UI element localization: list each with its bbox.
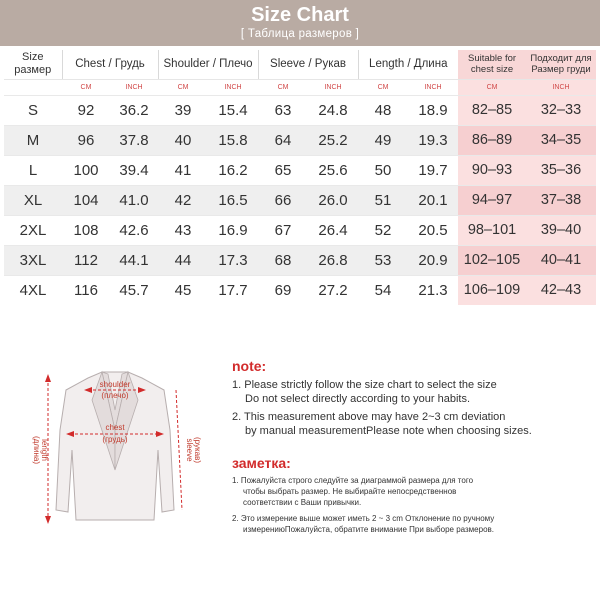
size-cell: 3XL <box>4 245 62 275</box>
suitable-ru-line2: Размер груди <box>531 64 591 76</box>
note-ru-item <box>232 475 594 508</box>
chart-title: Size Chart <box>251 4 349 26</box>
suitable-column-header-en <box>458 50 526 79</box>
chest-inch-cell: 37.8 <box>110 125 158 155</box>
table-row <box>4 215 596 245</box>
size-table <box>4 50 596 305</box>
table-header-row <box>4 50 596 79</box>
note-ru-item <box>232 513 594 535</box>
size-header-ru: размер <box>14 64 52 77</box>
length-cm-cell: 48 <box>358 95 408 125</box>
fit-chest-inch-cell: 37–38 <box>526 185 596 215</box>
length-inch-cell: 20.9 <box>408 245 458 275</box>
unit-cm: CM <box>177 83 189 91</box>
suitable-en-line1: Suitable for <box>467 53 517 65</box>
fit-chest-cm-cell: 98–101 <box>458 215 526 245</box>
chart-header <box>0 0 600 46</box>
sleeve-inch-cell: 26.4 <box>308 215 358 245</box>
chest-cm-cell: 112 <box>62 245 110 275</box>
length-inch-cell: 20.1 <box>408 185 458 215</box>
unit-inch: INCH <box>526 79 596 95</box>
sleeve-cm-cell: 67 <box>258 215 308 245</box>
jacket-measurement-diagram <box>30 360 200 540</box>
length-label-ru: (длина) <box>32 436 41 464</box>
unit-inch: INCH <box>324 83 342 91</box>
note-item <box>232 378 594 406</box>
chest-inch-cell: 39.4 <box>110 155 158 185</box>
unit-cm: CM <box>80 83 92 91</box>
length-inch-cell: 20.5 <box>408 215 458 245</box>
size-cell: 2XL <box>4 215 62 245</box>
shoulder-inch-cell: 16.5 <box>208 185 258 215</box>
sleeve-measure-line <box>176 390 182 510</box>
length-inch-cell: 19.7 <box>408 155 458 185</box>
suitable-en-line2: chest size <box>470 64 514 76</box>
note-item-2-line1: 2. This measurement above may have 2~3 cm deviation <box>232 411 506 423</box>
note-item-1-line1: 1. Please strictly follow the size chart to select the size <box>232 379 497 391</box>
size-cell: L <box>4 155 62 185</box>
length-column-header: Length / Длина <box>358 50 458 79</box>
shoulder-cm-cell: 42 <box>158 185 208 215</box>
chest-inch-cell: 44.1 <box>110 245 158 275</box>
shoulder-inch-cell: 17.7 <box>208 275 258 305</box>
unit-inch: INCH <box>125 83 143 91</box>
note-russian <box>232 455 594 540</box>
suitable-ru-line1: Подходит для <box>530 53 592 65</box>
length-inch-cell: 19.3 <box>408 125 458 155</box>
sleeve-label-ru: (рукав) <box>193 436 202 464</box>
note-ru-item-2-line2: измерениюПожалуйста, обратите внимание При выборе размеров. <box>243 525 495 534</box>
chest-cm-cell: 116 <box>62 275 110 305</box>
sleeve-cm-cell: 63 <box>258 95 308 125</box>
chest-cm-cell: 96 <box>62 125 110 155</box>
sleeve-cm-cell: 69 <box>258 275 308 305</box>
sleeve-inch-cell: 24.8 <box>308 95 358 125</box>
fit-chest-inch-cell: 42–43 <box>526 275 596 305</box>
unit-header-row <box>4 79 596 95</box>
note-heading: note: <box>232 358 267 374</box>
sleeve-label-en: sleeve <box>185 438 194 462</box>
shoulder-label-en: shoulder <box>99 380 131 389</box>
fit-chest-cm-cell: 90–93 <box>458 155 526 185</box>
fit-chest-cm-cell: 86–89 <box>458 125 526 155</box>
shoulder-label-ru: (плечо) <box>101 391 129 400</box>
chest-cm-cell: 92 <box>62 95 110 125</box>
table-row <box>4 155 596 185</box>
fit-chest-inch-cell: 39–40 <box>526 215 596 245</box>
note-ru-heading: заметка: <box>232 455 291 471</box>
unit-empty-cell <box>4 79 62 95</box>
suitable-column-header-ru <box>526 50 596 79</box>
unit-cm: CM <box>458 79 526 95</box>
note-ru-item-1-line1: 1. Пожалуйста строго следуйте за диаграммой размера для того <box>232 476 474 485</box>
chest-inch-cell: 36.2 <box>110 95 158 125</box>
unit-cm: CM <box>277 83 289 91</box>
sleeve-inch-cell: 26.0 <box>308 185 358 215</box>
chest-inch-cell: 42.6 <box>110 215 158 245</box>
sleeve-inch-cell: 27.2 <box>308 275 358 305</box>
fit-chest-inch-cell: 34–35 <box>526 125 596 155</box>
length-inch-cell: 21.3 <box>408 275 458 305</box>
length-label-en: length <box>40 439 49 461</box>
fit-chest-cm-cell: 102–105 <box>458 245 526 275</box>
sleeve-column-header: Sleeve / Рукав <box>258 50 358 79</box>
size-header-en: Size <box>22 51 44 64</box>
note-english <box>232 358 594 442</box>
chest-column-header: Chest / Грудь <box>62 50 158 79</box>
note-item-1-line2: Do not select directly according to your habits. <box>245 393 471 405</box>
length-cm-cell: 53 <box>358 245 408 275</box>
note-item <box>232 410 594 438</box>
length-inch-cell: 18.9 <box>408 95 458 125</box>
shoulder-inch-cell: 15.4 <box>208 95 258 125</box>
length-cm-cell: 51 <box>358 185 408 215</box>
shoulder-cm-cell: 44 <box>158 245 208 275</box>
chest-label-ru: (грудь) <box>102 435 128 444</box>
table-row <box>4 275 596 305</box>
chart-subtitle: [ Таблица размеров ] <box>240 28 360 40</box>
sleeve-cm-cell: 68 <box>258 245 308 275</box>
length-cm-cell: 52 <box>358 215 408 245</box>
unit-cm: CM <box>377 83 389 91</box>
shoulder-column-header: Shoulder / Плечо <box>158 50 258 79</box>
sleeve-inch-cell: 25.6 <box>308 155 358 185</box>
shoulder-inch-cell: 15.8 <box>208 125 258 155</box>
shoulder-cm-cell: 40 <box>158 125 208 155</box>
length-cm-cell: 49 <box>358 125 408 155</box>
table-row <box>4 245 596 275</box>
fit-chest-cm-cell: 106–109 <box>458 275 526 305</box>
chest-inch-cell: 45.7 <box>110 275 158 305</box>
shoulder-inch-cell: 16.9 <box>208 215 258 245</box>
table-row <box>4 125 596 155</box>
sleeve-cm-cell: 64 <box>258 125 308 155</box>
length-cm-cell: 50 <box>358 155 408 185</box>
fit-chest-inch-cell: 32–33 <box>526 95 596 125</box>
fit-chest-inch-cell: 35–36 <box>526 155 596 185</box>
shoulder-inch-cell: 16.2 <box>208 155 258 185</box>
chest-cm-cell: 100 <box>62 155 110 185</box>
size-cell: 4XL <box>4 275 62 305</box>
sleeve-cm-cell: 65 <box>258 155 308 185</box>
chest-label-en: chest <box>105 423 125 432</box>
note-item-2-line2: by manual measurementPlease note when choosing sizes. <box>245 425 532 437</box>
size-cell: M <box>4 125 62 155</box>
shoulder-cm-cell: 41 <box>158 155 208 185</box>
shoulder-inch-cell: 17.3 <box>208 245 258 275</box>
fit-chest-cm-cell: 82–85 <box>458 95 526 125</box>
chest-cm-cell: 108 <box>62 215 110 245</box>
fit-chest-cm-cell: 94–97 <box>458 185 526 215</box>
unit-inch: INCH <box>224 83 242 91</box>
chest-inch-cell: 41.0 <box>110 185 158 215</box>
size-column-header <box>4 50 62 79</box>
shoulder-cm-cell: 39 <box>158 95 208 125</box>
chest-cm-cell: 104 <box>62 185 110 215</box>
note-ru-item-2-line1: 2. Это измерение выше может иметь 2 ~ 3 cm Отклонение по ручному <box>232 514 495 523</box>
shoulder-cm-cell: 45 <box>158 275 208 305</box>
note-ru-item-1-line2: чтобы выбрать размер. Не выбирайте непосредственнов <box>243 487 457 496</box>
table-row <box>4 185 596 215</box>
sleeve-inch-cell: 26.8 <box>308 245 358 275</box>
length-cm-cell: 54 <box>358 275 408 305</box>
unit-inch: INCH <box>424 83 442 91</box>
fit-chest-inch-cell: 40–41 <box>526 245 596 275</box>
note-ru-item-1-line3: соответствии с Ваши привычки. <box>243 498 362 507</box>
sleeve-cm-cell: 66 <box>258 185 308 215</box>
size-cell: XL <box>4 185 62 215</box>
table-row <box>4 95 596 125</box>
sleeve-inch-cell: 25.2 <box>308 125 358 155</box>
size-cell: S <box>4 95 62 125</box>
shoulder-cm-cell: 43 <box>158 215 208 245</box>
